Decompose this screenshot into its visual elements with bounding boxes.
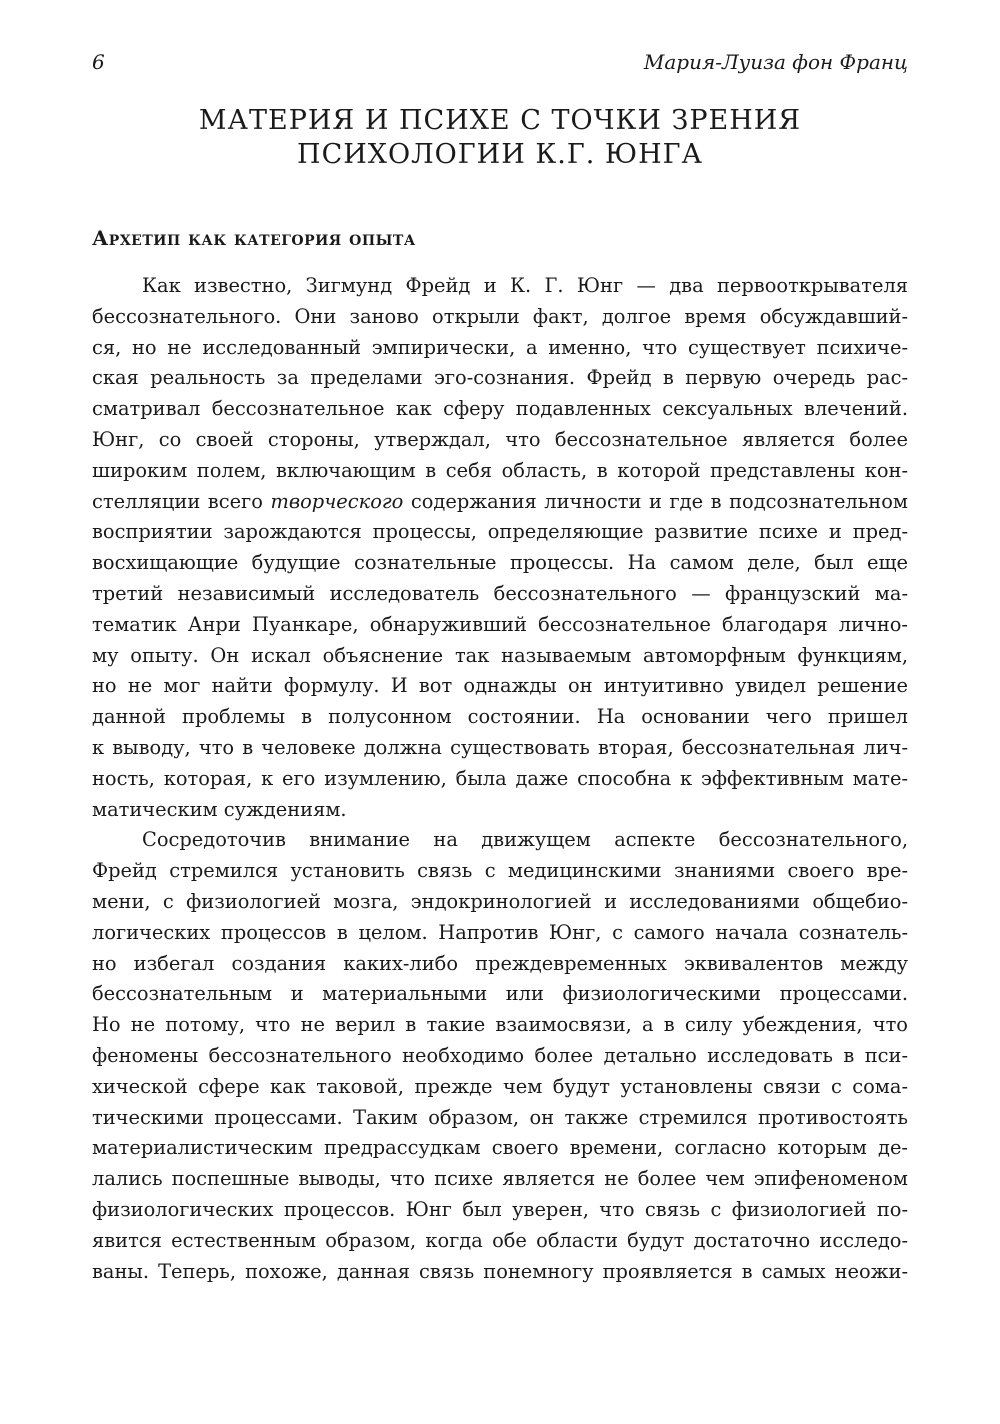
body-text	[92, 271, 908, 1287]
text-line: бессознательного. Они заново открыли факт, долгое время обсуждавший-	[92, 304, 908, 328]
text-line: восприятии зарождаются процессы, определяющие развитие психе и пред-	[92, 520, 908, 544]
section-heading: Архетип как категория опыта	[92, 226, 416, 250]
text-line: сматривал бессознательное как сферу подавленных сексуальных влечений.	[92, 397, 908, 421]
text-line: восхищающие будущие сознательные процессы. На самом деле, был еще	[92, 551, 908, 575]
text-line: широким полем, включающим в себя область, в которой представлены кон-	[92, 458, 908, 482]
running-head-author: Мария-Луиза фон Франц	[643, 50, 908, 74]
text-line: но не мог найти формулу. И вот однажды он интуитивно увидел решение	[92, 674, 908, 698]
text-line: Сосредоточив внимание на движущем аспекте бессознательного,	[142, 828, 908, 852]
text-line: физиологических процессов. Юнг был уверен, что связь с физиологией по-	[92, 1197, 908, 1221]
paragraph-1	[92, 271, 908, 825]
text-line: Юнг, со своей стороны, утверждал, что бессознательное является более	[92, 427, 908, 451]
text-line: му опыту. Он искал объяснение так называемым автоморфным функциям,	[92, 643, 908, 667]
text-line: феномены бессознательного необходимо более детально исследовать в пси-	[92, 1043, 908, 1067]
chapter-title-line-1: МАТЕРИЯ И ПСИХЕ С ТОЧКИ ЗРЕНИЯ	[198, 105, 802, 136]
chapter-title-line-2: ПСИХОЛОГИИ К.Г. ЮНГА	[297, 139, 703, 170]
page-number: 6	[92, 50, 105, 74]
text-line-with-emphasis	[92, 487, 908, 518]
text-line: Как известно, Зигмунд Фрейд и К. Г. Юнг — два первооткрывателя	[142, 274, 908, 297]
chapter-title	[92, 104, 908, 172]
text-line: к выводу, что в человеке должна существовать вторая, бессознательная лич-	[92, 735, 908, 759]
text-line: Но не потому, что не верил в такие взаимосвязи, а в силу убеждения, что	[92, 1013, 908, 1037]
text-line: явится естественным образом, когда обе области будут достаточно исследо-	[92, 1228, 908, 1252]
text-line: Фрейд стремился установить связь с медицинскими знаниями своего вре-	[92, 859, 908, 883]
text-line: тематик Анри Пуанкаре, обнаруживший бессознательное благодаря лично-	[92, 612, 908, 636]
text-line: тическими процессами. Таким образом, он также стремился противостоять	[92, 1105, 908, 1129]
text-fragment: стелляции всего	[92, 489, 271, 513]
italic-emphasis: творческого	[270, 489, 404, 513]
running-head	[92, 50, 908, 80]
text-line: логических процессов в целом. Напротив Юнг, с самого начала сознатель-	[92, 920, 908, 944]
text-line: но избегал создания каких-либо преждевременных эквивалентов между	[92, 951, 908, 975]
text-line: бессознательным и материальными или физиологическими процессами.	[92, 982, 908, 1006]
text-line: материалистическим предрассудкам своего времени, согласно которым де-	[92, 1136, 908, 1160]
text-line: мени, с физиологией мозга, эндокринологией и исследованиями общебио-	[92, 889, 908, 913]
text-line: лались поспешные выводы, что психе является не более чем эпифеноменом	[92, 1167, 908, 1191]
text-line: хической сфере как таковой, прежде чем будут установлены связи с сома-	[92, 1074, 908, 1098]
text-line: ваны. Теперь, похоже, данная связь понемногу проявляется в самых неожи-	[92, 1259, 908, 1283]
text-line: третий независимый исследователь бессознательного — французский ма-	[92, 581, 908, 605]
text-line: ская реальность за пределами эго-сознания. Фрейд в первую очередь рас-	[92, 366, 908, 390]
paragraph-2	[92, 825, 908, 1287]
text-line: данной проблемы в полусонном состоянии. На основании чего пришел	[92, 705, 908, 729]
text-fragment: содержания личности и где в подсознательном	[403, 489, 908, 513]
text-line: матическим суждениям.	[92, 797, 347, 821]
text-line: ся, но не исследованный эмпирически, а именно, что существует психиче-	[92, 335, 908, 359]
text-line: ность, которая, к его изумлению, была даже способна к эффективным мате-	[92, 766, 908, 790]
